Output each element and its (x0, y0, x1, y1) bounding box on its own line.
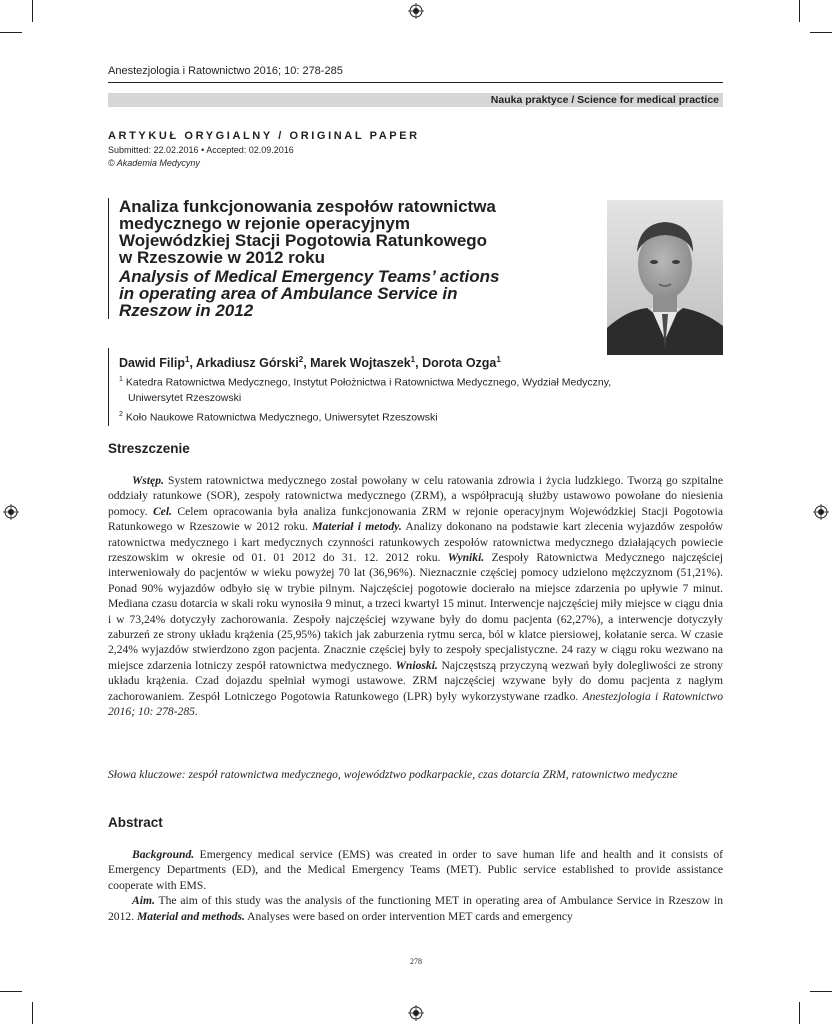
affiliation-number: 1 (119, 376, 123, 384)
heading-abstract: Abstract (108, 815, 163, 830)
crop-mark-bottom-right-h (810, 991, 832, 992)
author-affiliation-ref: 1 (184, 355, 190, 364)
crop-mark-bottom-left-h (0, 991, 22, 992)
lead-cel: Cel. (152, 504, 172, 518)
title-polish-line: Wojewódzkiej Stacji Pogotowia Ratunkowego (119, 231, 488, 250)
author-name: Arkadiusz Górski (195, 356, 299, 371)
title-polish-line: Analiza funkcjonowania zespołów ratownictwa (119, 197, 496, 216)
crop-mark-bottom-right-v (799, 1002, 800, 1024)
abstract-paragraph (108, 847, 723, 893)
section-bar (108, 93, 723, 107)
affiliation-2 (119, 407, 723, 426)
affiliation-text: Uniwersytet Rzeszowski (128, 392, 242, 405)
text-cel: Celem opracowania była analiza funkcjonowania ZRM w rejonie operacyjnym Wojewódzkiej Stacji Pogotowia Ratunkowego w Rzeszowie w 2012 roku. (108, 504, 723, 534)
registration-mark-icon (408, 1005, 424, 1021)
affiliation-1 (119, 372, 723, 407)
header-rule (108, 82, 723, 83)
title-english-line: Analysis of Medical Emergency Teams’ actions (119, 267, 500, 286)
author-photo (607, 200, 723, 355)
lead-aim: Aim. (132, 894, 155, 908)
title-english-line: Rzeszow in 2012 (119, 301, 254, 320)
text-material: Analizy dokonano na podstawie kart zlecenia wyjazdów zespołów ratownictwa medycznego i kart medycznych czynności ratunkowych zespołów ratownictwa medycznego działających powiecie rzeszowskim w okresie od 01. 01 2012 do 31. 12. 2012 roku. (108, 520, 724, 565)
streszczenie-body (108, 473, 723, 720)
page-number: 278 (410, 957, 422, 966)
title-polish (119, 198, 598, 266)
journal-reference: Anestezjologia i Ratownictwo 2016; 10: 278-285 (108, 65, 343, 77)
copyright: © Akademia Medycyny (108, 158, 200, 168)
text-background: Emergency medical service (EMS) was created in order to save human life and health and it consists of Emergency Departments (ED), and the Medical Emergency Teams (MET). Public service established to provide assistance cooperate with EMS. (108, 848, 723, 892)
authors-block (108, 348, 723, 426)
submission-dates: Submitted: 22.02.2016 • Accepted: 02.09.2016 (108, 145, 294, 155)
title-english (119, 268, 598, 319)
text-methods: Analyses were based on order intervention MET cards and emergency (244, 909, 573, 923)
lead-wyniki: Wyniki. (447, 551, 485, 565)
article-type: ARTYKUŁ ORYGIALNY / ORIGINAL PAPER (108, 130, 420, 142)
crop-mark-top-left-h (0, 32, 22, 33)
citation: Anestezjologia i Ratownictwo 2016; 10: 278-285. (108, 689, 723, 719)
abstract-body (108, 847, 723, 924)
text-wyniki: Zespoły Ratownictwa Medycznego najczęściej interweniowały do pacjentów w wieku powyżej 70 lat (36,96%). Nieznacznie częściej pomocy udzielono mężczyznom (51,21%). Ponad 90% wyjazdów odbyło się w trybie pilnym. Najczęściej pogotowie docierało na miejsce zdarzenia po upływie 7 minut. Mediana czasu dotarcia w skali roku wynosiła 9 minut, a trzeci kwartyl 15 minut. Interwencje najczęściej miły miejsce w ciągu dnia i w 73,24% dotyczyły zachorowania. Zespoły najczęściej wzywane były do domu pacjenta (62,27%), a interwencje dotyczyły zaburzeń ze strony układu krążenia (25,95%) takich jak zaburzenia rytmu serca, ból w klatce piersiowej, kołatanie serca. W czasie 2,24% wyjazdów stwierdzono zgon pacjenta. Znacznie częściej były to zespoły specjalistyczne. 24 razy w ciągu roku wezwano na miejsce zdarzenia lotniczy zespół ratownictwa medycznego. (108, 551, 723, 672)
lead-methods: Material and methods. (136, 909, 245, 923)
lead-material: Materiał i metody. (312, 520, 402, 534)
author-separator: , (415, 356, 423, 371)
registration-mark-icon (408, 3, 424, 19)
author-name: Marek Wojtaszek (310, 356, 411, 371)
crop-mark-top-right-v (799, 0, 800, 22)
lead-wstep: Wstęp. (132, 474, 164, 487)
lead-background: Background. (132, 848, 195, 861)
title-polish-line: w Rzeszowie w 2012 roku (119, 248, 325, 267)
author-portrait-image (607, 200, 723, 355)
crop-mark-top-right-h (810, 32, 832, 33)
registration-mark-icon (3, 504, 19, 520)
author-affiliation-ref: 1 (410, 355, 416, 364)
keywords: Słowa kluczowe: zespół ratownictwa medycznego, województwo podkarpackie, czas dotarcia ZRM, ratownictwo medyczne (108, 768, 678, 781)
heading-streszczenie: Streszczenie (108, 441, 190, 456)
affiliation-text: Katedra Ratownictwa Medycznego, Instytut Położnictwa i Ratownictwa Medycznego, Wydział Medyczny, (125, 376, 612, 389)
author-affiliation-ref: 2 (298, 355, 304, 364)
title-block (108, 198, 598, 319)
title-english-line: in operating area of Ambulance Service in (119, 284, 458, 303)
author-separator: , (189, 356, 196, 371)
crop-mark-bottom-left-v (32, 1002, 33, 1024)
text-wstep: System ratownictwa medycznego został powołany w celu ratowania zdrowia i życia ludzkiego. Tworzą go szpitalne oddziały ratunkowe (SOR), zespoły ratownictwa medycznego (ZRM), a współpracują służby ustawowo powołane do niesienia pomocy. (108, 474, 723, 518)
text-aim: The aim of this study was the analysis of the functioning MET in operating area of Ambulance Service in Rzeszow in 2012. (108, 894, 723, 923)
abstract-paragraph (108, 893, 723, 924)
author-name: Dorota Ozga (422, 356, 497, 371)
crop-mark-top-left-v (32, 0, 33, 22)
affiliation-number: 2 (119, 410, 123, 418)
author-separator: , (303, 356, 311, 371)
author-list (119, 351, 723, 372)
affiliation-text: Koło Naukowe Ratownictwa Medycznego, Uniwersytet Rzeszowski (125, 411, 438, 424)
text-wnioski: Najczęstszą przyczyną wezwań były dolegliwości ze strony układu krążenia. Czad dojazdu spełniał wymogi ustawowe. ZRM najczęściej wzywane były do domu pacjenta z nagłym zachorowaniem. Zespół Lotniczego Pogotowia Ratunkowego (LPR) były wykorzystywane rzadko. (108, 658, 723, 703)
author-name: Dawid Filip (119, 356, 185, 371)
streszczenie-paragraph (108, 473, 723, 720)
registration-mark-icon (813, 504, 829, 520)
lead-wnioski: Wnioski. (395, 658, 438, 672)
author-affiliation-ref: 1 (496, 355, 501, 364)
section-label: Nauka praktyce / Science for medical practice (490, 94, 719, 106)
title-polish-line: medycznego w rejonie operacyjnym (119, 214, 410, 233)
